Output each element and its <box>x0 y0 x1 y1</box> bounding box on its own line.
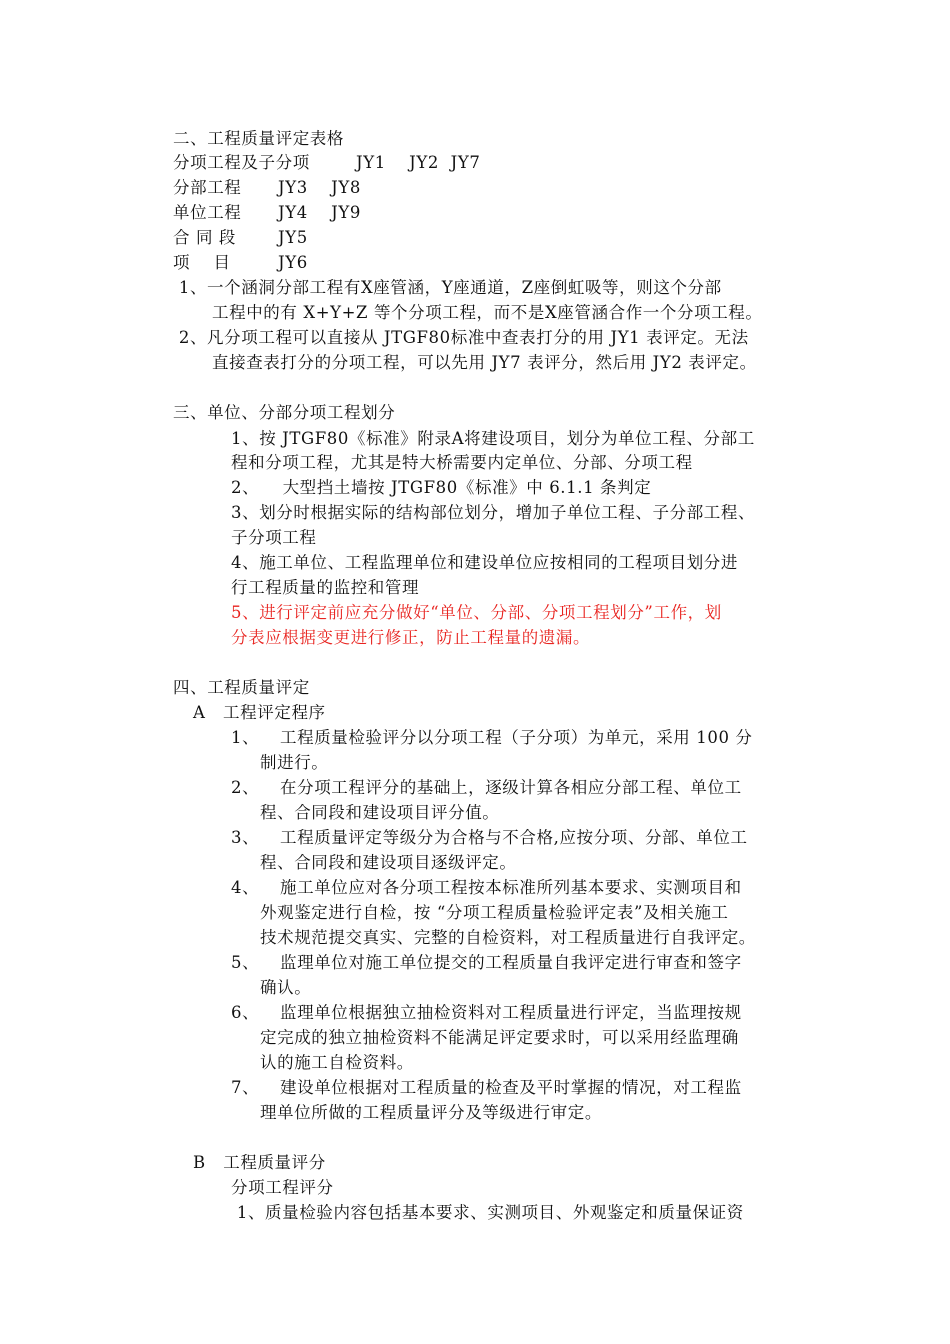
list-item-line: 工程质量检验评分以分项工程（子分项）为单元，采用 100 分 <box>280 728 753 747</box>
table-row-codes: JY5 <box>278 228 308 247</box>
list-item-line: 行工程质量的监控和管理 <box>231 578 420 597</box>
list-item-line: 理单位所做的工程质量评分及等级进行审定。 <box>260 1103 602 1122</box>
list-item-line: 4、施工单位、工程监理单位和建设单位应按相同的工程项目划分进 <box>231 553 738 572</box>
list-item-line: 2、 大型挡土墙按 JTGF80《标准》中 6.1.1 条判定 <box>231 478 652 497</box>
list-item-line: 3、划分时根据实际的结构部位划分，增加子单位工程、子分部工程、 <box>231 503 756 522</box>
list-item-line: 1、按 JTGF80《标准》附录A将建设项目，划分为单位工程、分部工 <box>231 429 755 448</box>
list-item-line: 认的施工自检资料。 <box>260 1053 414 1072</box>
table-row-codes: JY1 JY2 JY7 <box>356 153 481 172</box>
section-2-heading: 二、工程质量评定表格 <box>173 129 344 148</box>
list-item-line: 2、凡分项工程可以直接从 JTGF80标准中查表打分的用 JY1 表评定。无法 <box>173 328 749 347</box>
list-item-number: 5、 <box>231 953 260 972</box>
list-item-line: 制进行。 <box>260 753 329 772</box>
subsection-b1-heading: 分项工程评分 <box>231 1178 334 1197</box>
list-item-line: 子分项工程 <box>231 528 317 547</box>
list-item-line: 程和分项工程，尤其是特大桥需要内定单位、分部、分项工程 <box>231 453 693 472</box>
list-item-line: 直接查表打分的分项工程，可以先用 JY7 表评分，然后用 JY2 表评定。 <box>212 353 757 372</box>
list-item-line: 监理单位根据独立抽检资料对工程质量进行评定，当监理按规 <box>280 1003 742 1022</box>
section-3-heading: 三、单位、分部分项工程划分 <box>173 403 396 422</box>
highlight-note-line: 5、进行评定前应充分做好“单位、分部、分项工程划分”工作，划 <box>231 603 722 622</box>
list-item-number: 3、 <box>231 828 260 847</box>
list-item-line: 技术规范提交真实、完整的自检资料，对工程质量进行自我评定。 <box>260 928 756 947</box>
list-item-number: 6、 <box>231 1003 260 1022</box>
list-item-line: 确认。 <box>260 978 312 997</box>
table-row-codes: JY6 <box>278 253 308 272</box>
table-row-label: 分项工程及子分项 <box>173 153 310 172</box>
list-item-line: 建设单位根据对工程质量的检查及平时掌握的情况，对工程监 <box>280 1078 742 1097</box>
subsection-b-heading: B 工程质量评分 <box>193 1153 326 1172</box>
list-item-line: 外观鉴定进行自检，按 “分项工程质量检验评定表”及相关施工 <box>260 903 729 922</box>
table-row-label: 分部工程 <box>173 178 242 197</box>
list-item-line: 工程中的有 X+Y+Z 等个分项工程，而不是X座管涵合作一个分项工程。 <box>212 303 763 322</box>
table-row-label: 项 目 <box>173 253 231 272</box>
list-item-number: 7、 <box>231 1078 260 1097</box>
table-row-label: 单位工程 <box>173 203 242 222</box>
section-4-heading: 四、工程质量评定 <box>173 678 310 697</box>
list-item-number: 2、 <box>231 778 260 797</box>
list-item-number: 4、 <box>231 878 260 897</box>
list-item-number: 1、 <box>231 728 260 747</box>
list-item-line: 工程质量评定等级分为合格与不合格,应按分项、分部、单位工 <box>280 828 748 847</box>
table-row-codes: JY4 JY9 <box>278 203 361 222</box>
list-item-line: 程、合同段和建设项目逐级评定。 <box>260 853 517 872</box>
list-item-line: 定完成的独立抽检资料不能满足评定要求时，可以采用经监理确 <box>260 1028 739 1047</box>
table-row-label: 合 同 段 <box>173 228 236 247</box>
subsection-a-heading: A 工程评定程序 <box>193 703 326 722</box>
list-item-line: 1、一个涵洞分部工程有X座管涵，Y座通道，Z座倒虹吸等，则这个分部 <box>173 278 722 297</box>
highlight-note-line: 分表应根据变更进行修正，防止工程量的遗漏。 <box>231 628 591 647</box>
list-item-line: 施工单位应对各分项工程按本标准所列基本要求、实测项目和 <box>280 878 742 897</box>
list-item-line: 在分项工程评分的基础上，逐级计算各相应分部工程、单位工 <box>280 778 742 797</box>
list-item-line: 监理单位对施工单位提交的工程质量自我评定进行审查和签字 <box>280 953 742 972</box>
list-item-line: 程、合同段和建设项目评分值。 <box>260 803 500 822</box>
table-row-codes: JY3 JY8 <box>278 178 361 197</box>
list-item-line: 1、质量检验内容包括基本要求、实测项目、外观鉴定和质量保证资 <box>231 1203 744 1222</box>
